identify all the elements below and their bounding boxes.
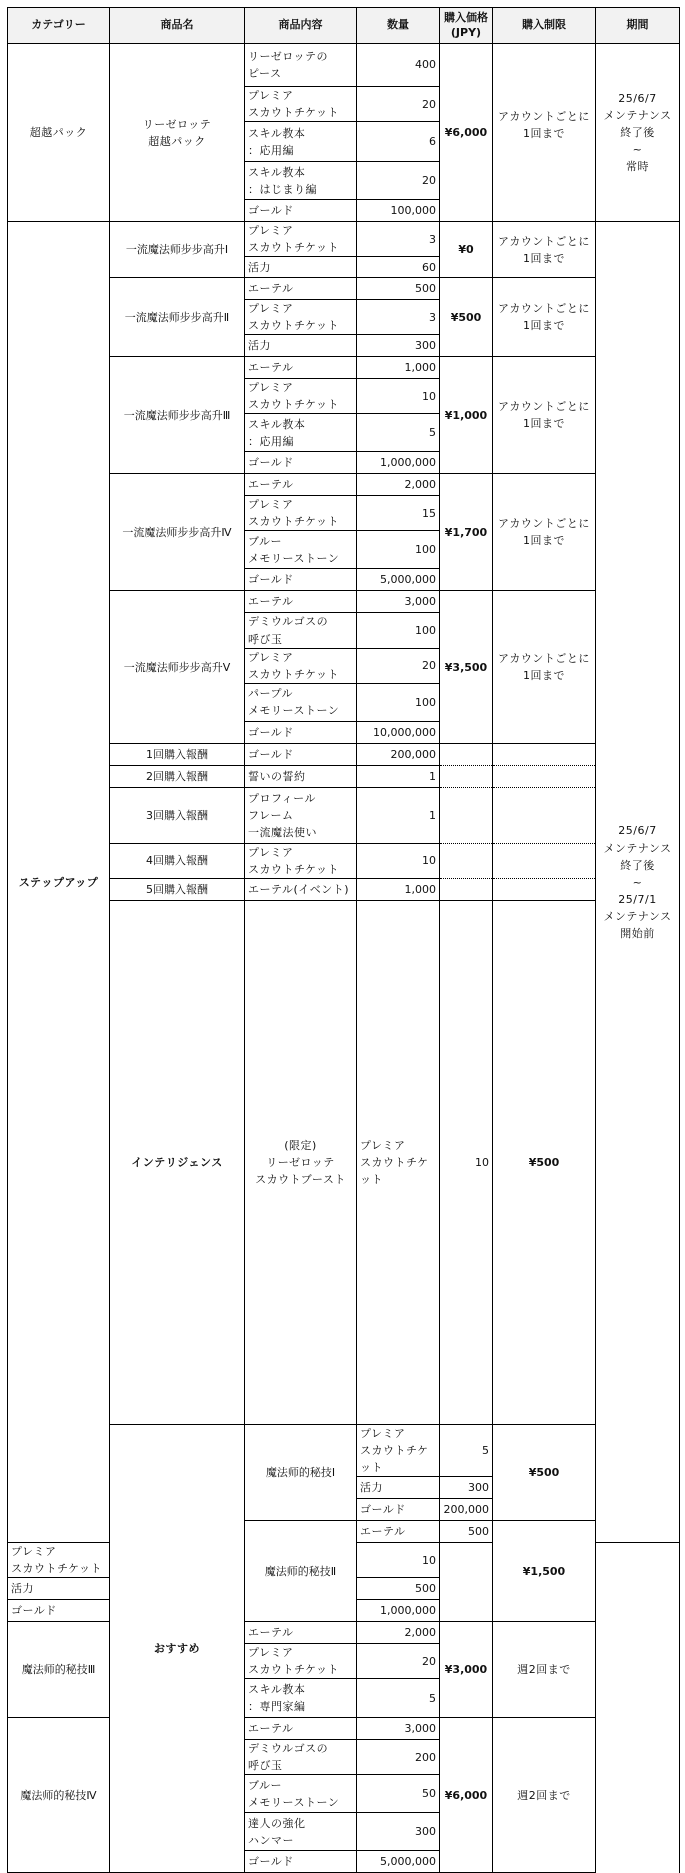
header-price-currency: (JPY) [450,25,482,39]
item-qty: 3,000 [357,591,440,613]
item-qty: 3 [357,300,440,335]
price-cell: ¥500 [440,278,493,357]
reward-name: 1回購入報酬 [110,743,245,765]
category-cell: ステップアップ [8,222,110,1543]
item-qty: 15 [357,496,440,531]
item-qty: 300 [357,1813,440,1851]
product-name: 一流魔法师步步高升Ⅱ [110,278,245,357]
item-qty: 100 [357,531,440,569]
item-name: エーテル [245,591,357,613]
item-qty: 1,000 [357,878,440,900]
item-qty: 1 [357,787,440,843]
item-name: エーテル [245,278,357,300]
item-qty: 100,000 [357,200,440,222]
item-name: ゴールド [245,743,357,765]
item-name: パープル メモリーストーン [245,683,357,721]
item-name: スキル教本 ：応用編 [245,414,357,452]
product-table [7,7,680,1873]
limit-cell: アカウントごとに 1回まで [493,474,596,591]
header-period: 期間 [596,8,680,44]
item-name: プレミア スカウトチケット [245,496,357,531]
item-name: エーテル [245,1718,357,1740]
empty-price-cell [440,787,493,843]
reward-name: 5回購入報酬 [110,878,245,900]
header-contents: 商品内容 [245,8,357,44]
product-name: 魔法师的秘技Ⅲ [8,1622,110,1718]
item-qty: 1,000,000 [357,1600,440,1622]
item-name: デミウルゴスの 呼び玉 [245,613,357,648]
product-name: 魔法师的秘技Ⅱ [245,1521,357,1622]
item-name: プロフィール フレーム 一流魔法使い [245,787,357,843]
empty-price-cell [440,843,493,878]
item-qty: 10 [357,1543,440,1578]
item-name: 活力 [245,257,357,278]
period-cell: 25/6/7 メンテナンス 終了後 ~ 常時 [596,44,680,222]
item-name: ゴールド [245,721,357,743]
product-name: 魔法师的秘技Ⅳ [8,1718,110,1873]
item-name: プレミア スカウトチケット [245,1644,357,1679]
limit-cell: アカウントごとに 1回まで [493,591,596,743]
empty-limit-cell [493,765,596,787]
header-price [440,8,493,44]
table-row [8,1622,680,1644]
item-qty: 3 [357,222,440,257]
product-name: リーゼロッテ 超越パック [110,44,245,222]
table-row [8,222,680,257]
empty-limit-cell [493,878,596,900]
item-qty: 20 [357,648,440,683]
item-qty: 1,000 [357,357,440,379]
item-name: ゴールド [8,1600,110,1622]
empty-limit-cell [493,843,596,878]
price-cell: ¥1,000 [440,357,493,474]
price-cell: ¥3,500 [440,591,493,743]
item-qty: 2,000 [357,474,440,496]
reward-name: 4回購入報酬 [110,843,245,878]
product-name: 魔法师的秘技Ⅰ [245,1425,357,1521]
price-cell: ¥0 [440,222,493,278]
item-name: スキル教本 ：専門家編 [245,1679,357,1718]
item-name: デミウルゴスの 呼び玉 [245,1740,357,1775]
limit-cell: 週2回まで [493,1622,596,1718]
item-qty: 10 [357,843,440,878]
limit-cell: 週2回まで [493,1718,596,1873]
table-row [8,44,680,87]
item-name: 達人の強化 ハンマー [245,1813,357,1851]
item-name: プレミア スカウトチケット [357,900,440,1424]
header-price-label: 購入価格 [444,11,488,25]
item-name: ゴールド [245,1851,357,1873]
item-qty: 10 [440,900,493,1424]
item-qty: 400 [357,44,440,87]
price-cell: ¥500 [493,1425,596,1521]
period-cell: 25/6/7 メンテナンス 終了後 ~ 25/7/1 メンテナンス 開始前 [596,222,680,1543]
item-name: 活力 [245,335,357,357]
item-name: リーゼロッテの ピース [245,44,357,87]
product-name: 一流魔法师步步高升Ⅴ [110,591,245,743]
item-name: 誓いの誓約 [245,765,357,787]
reward-name: 2回購入報酬 [110,765,245,787]
item-qty: 5,000,000 [357,569,440,591]
empty-limit-cell [493,787,596,843]
item-qty: 60 [357,257,440,278]
header-quantity: 数量 [357,8,440,44]
item-qty: 50 [357,1775,440,1813]
item-qty: 500 [357,278,440,300]
item-qty: 1,000,000 [357,452,440,474]
header-limit: 購入制限 [493,8,596,44]
limit-cell: アカウントごとに 1回まで [493,357,596,474]
item-qty: 20 [357,162,440,200]
item-qty: 5 [357,414,440,452]
item-qty: 300 [357,335,440,357]
item-qty: 5 [357,1679,440,1718]
item-qty: 3,000 [357,1718,440,1740]
item-qty: 100 [357,613,440,648]
item-qty: 200,000 [440,1499,493,1521]
reward-name: 3回購入報酬 [110,787,245,843]
item-name: ゴールド [245,452,357,474]
item-name: プレミア スカウトチケット [357,1425,440,1477]
item-qty: 500 [440,1521,493,1543]
product-name: (限定) リーゼロッテ スカウトブースト [245,900,357,1424]
item-name: ゴールド [357,1499,440,1521]
item-name: 活力 [8,1578,110,1600]
item-name: エーテル [245,474,357,496]
empty-limit-cell [493,743,596,765]
item-qty: 100 [357,683,440,721]
product-name: 一流魔法师步步高升Ⅲ [110,357,245,474]
item-name: ゴールド [245,200,357,222]
price-cell: ¥6,000 [440,44,493,222]
empty-price-cell [440,878,493,900]
header-product: 商品名 [110,8,245,44]
limit-cell: アカウントごとに 1回まで [493,222,596,278]
item-name: 活力 [357,1477,440,1499]
item-qty: 2,000 [357,1622,440,1644]
category-cell: インテリジェンス [110,900,245,1424]
item-qty: 20 [357,87,440,122]
item-name: プレミア スカウトチケット [245,222,357,257]
price-cell: ¥6,000 [440,1718,493,1873]
item-qty: 300 [440,1477,493,1499]
item-name: エーテル [245,1622,357,1644]
item-name: プレミア スカウトチケット [245,300,357,335]
item-name: エーテル [357,1521,440,1543]
product-name: 一流魔法师步步高升Ⅰ [110,222,245,278]
product-name: 一流魔法师步步高升Ⅳ [110,474,245,591]
item-name: プレミア スカウトチケット [245,648,357,683]
item-name: プレミア スカウトチケット [245,379,357,414]
item-name: ブルー メモリーストーン [245,1775,357,1813]
table-row [8,1718,680,1740]
price-cell: ¥1,500 [493,1521,596,1622]
item-name: エーテル [245,357,357,379]
item-qty: 5,000,000 [357,1851,440,1873]
item-qty: 200 [357,1740,440,1775]
item-qty: 10 [357,379,440,414]
limit-cell: アカウントごとに 1回まで [493,278,596,357]
header-category: カテゴリー [8,8,110,44]
item-qty: 5 [440,1425,493,1477]
price-cell: ¥500 [493,900,596,1424]
empty-price-cell [440,765,493,787]
item-qty: 20 [357,1644,440,1679]
item-name: プレミア スカウトチケット [245,843,357,878]
item-name: スキル教本 ：はじまり編 [245,162,357,200]
empty-price-cell [440,743,493,765]
item-qty: 10,000,000 [357,721,440,743]
item-name: ブルー メモリーストーン [245,531,357,569]
item-qty: 1 [357,765,440,787]
item-qty: 500 [357,1578,440,1600]
category-cell: おすすめ [110,1425,245,1873]
category-cell: 超越パック [8,44,110,222]
item-name: エーテル(イベント) [245,878,357,900]
item-qty: 200,000 [357,743,440,765]
item-name: プレミア スカウトチケット [8,1543,110,1578]
item-name: スキル教本 ：応用編 [245,122,357,162]
item-name: プレミア スカウトチケット [245,87,357,122]
header-row [8,8,680,44]
limit-cell: アカウントごとに 1回まで [493,44,596,222]
item-qty: 6 [357,122,440,162]
item-name: ゴールド [245,569,357,591]
price-cell: ¥1,700 [440,474,493,591]
price-cell: ¥3,000 [440,1622,493,1718]
